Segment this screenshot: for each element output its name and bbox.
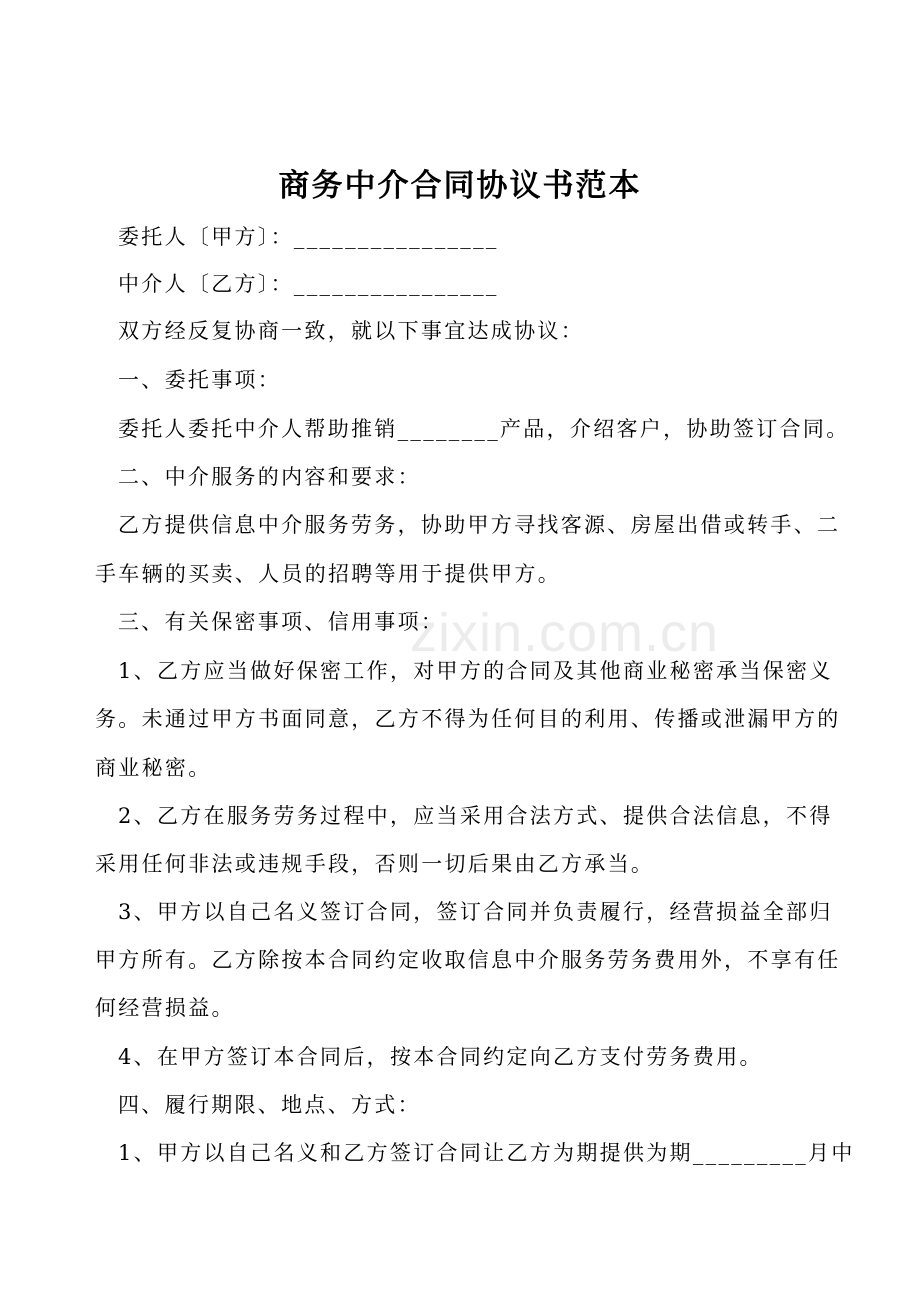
paragraph-line: 1、乙方应当做好保密工作，对甲方的合同及其他商业秘密承当保密义	[118, 659, 833, 683]
paragraph-line: 务。未通过甲方书面同意，乙方不得为任何目的利用、传播或泄漏甲方的	[95, 707, 841, 731]
paragraph-line: 甲方所有。乙方除按本合同约定收取信息中介服务劳务费用外，不享有任	[95, 948, 841, 972]
section-heading-2: 二、中介服务的内容和要求：	[118, 465, 421, 489]
watermark: zixin.com.cn	[410, 603, 720, 663]
section-heading-3: 三、有关保密事项、信用事项：	[118, 610, 445, 634]
section-heading-1: 一、委托事项：	[118, 368, 282, 392]
paragraph-line: 1、甲方以自己名义和乙方签订合同让乙方为期提供为期_________月中	[118, 1141, 855, 1165]
paragraph-line: 4、在甲方签订本合同后，按本合同约定向乙方支付劳务费用。	[118, 1045, 763, 1069]
paragraph-line: 手车辆的买卖、人员的招聘等用于提供甲方。	[95, 562, 561, 586]
paragraph-line: 3、甲方以自己名义签订合同，签订合同并负责履行，经营损益全部归	[118, 900, 833, 924]
paragraph-line: 委托人委托中介人帮助推销________产品，介绍客户，协助签订合同。	[118, 417, 850, 441]
paragraph-line: 何经营损益。	[95, 996, 235, 1020]
agreement-intro: 双方经反复协商一致，就以下事宜达成协议：	[118, 319, 584, 343]
paragraph-line: 采用任何非法或违规手段，否则一切后果由乙方承当。	[95, 852, 655, 876]
document-title: 商务中介合同协议书范本	[278, 168, 642, 204]
party-a-line: 委托人〔甲方〕：________________	[118, 225, 499, 249]
paragraph-line: 乙方提供信息中介服务劳务，协助甲方寻找客源、房屋出借或转手、二	[118, 513, 841, 537]
section-heading-4: 四、履行期限、地点、方式：	[118, 1093, 421, 1117]
paragraph-line: 2、乙方在服务劳务过程中，应当采用合法方式、提供合法信息，不得	[118, 804, 833, 828]
paragraph-line: 商业秘密。	[95, 756, 212, 780]
party-b-line: 中介人〔乙方〕：________________	[118, 272, 499, 296]
